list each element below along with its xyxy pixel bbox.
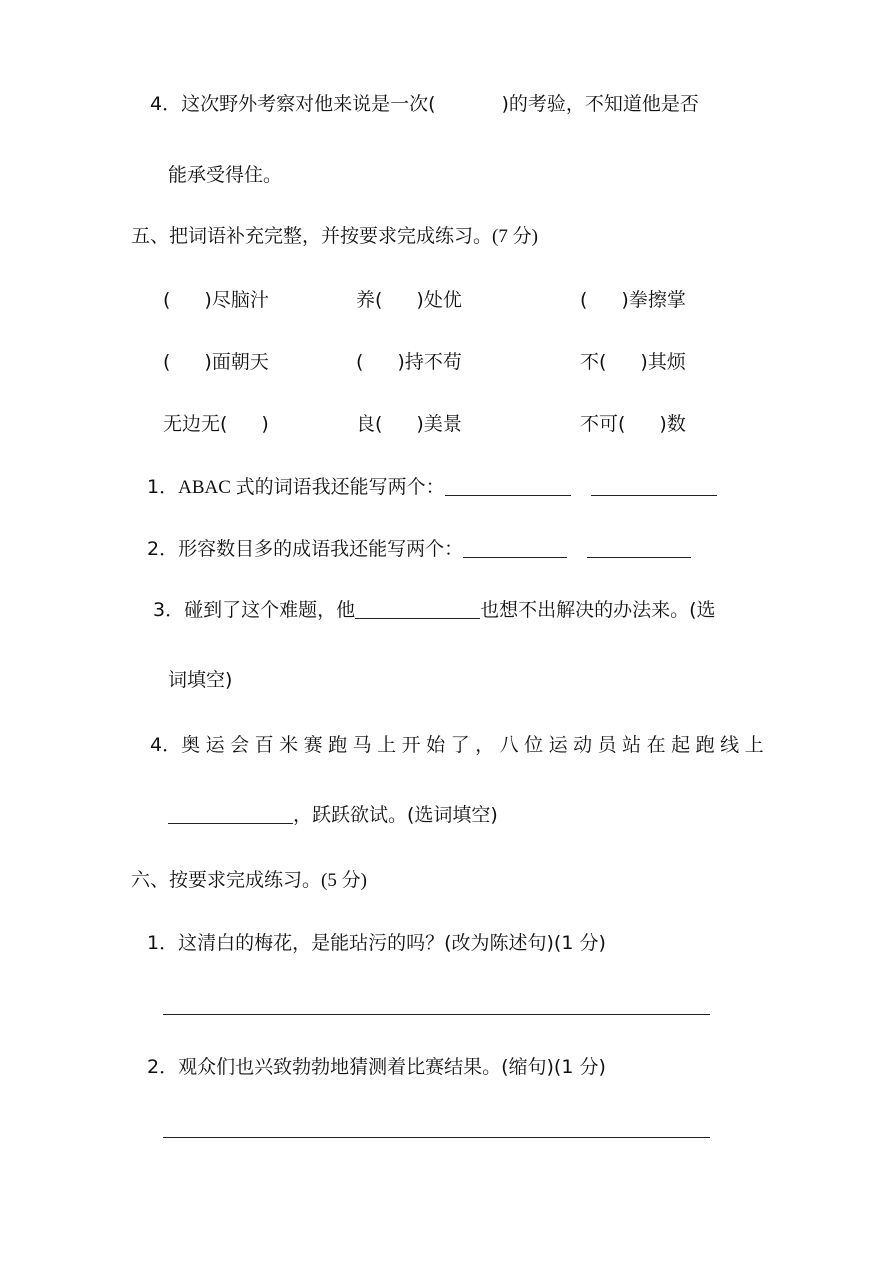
idiom-1: ( )尽脑汁: [163, 289, 269, 311]
section-5-heading: [131, 224, 538, 249]
question-text-before: 这次野外考察对他来说是一次(: [181, 93, 436, 115]
section-5-question-1: 1．ABAC 式的词语我还能写两个：: [147, 475, 717, 500]
answer-blank[interactable]: [445, 477, 571, 496]
section-5-question-4-line2: ，跃跃欲试。(选词填空): [168, 803, 498, 827]
answer-blank[interactable]: [587, 539, 691, 558]
idiom-3: ( )拳擦掌: [580, 289, 686, 311]
idiom-2: 养( )处优: [356, 289, 462, 311]
idiom-6: 不( )其烦: [580, 351, 686, 373]
answer-blank[interactable]: [591, 477, 717, 496]
section-6-heading: [131, 868, 367, 893]
idiom-4: ( )面朝天: [163, 351, 269, 373]
section-5-question-3-line1: 3．碰到了这个难题，他 也想不出解决的办法来。(选: [153, 599, 716, 621]
question-text-after: )的考验，不知道他是否: [501, 93, 699, 115]
answer-blank[interactable]: [355, 600, 480, 619]
question-number: 4．: [150, 93, 182, 115]
idiom-7: 无边无( ): [163, 413, 269, 435]
section-5-score: (7 分): [492, 226, 538, 247]
answer-blank[interactable]: [463, 539, 567, 558]
section-5-question-2: 2．形容数目多的成语我还能写两个：: [147, 537, 691, 561]
answer-line[interactable]: [163, 1137, 710, 1138]
prev-question-4-line1: [150, 92, 699, 116]
section-6-question-1: 1．这清白的梅花，是能玷污的吗？(改为陈述句)(1 分): [147, 932, 606, 954]
section-6-question-2: 2．观众们也兴致勃勃地猜测着比赛结果。(缩句)(1 分): [147, 1056, 606, 1078]
section-5-title: 五、把词语补充完整，并按要求完成练习。: [131, 225, 493, 247]
section-6-title: 六、按要求完成练习。: [131, 869, 322, 891]
idiom-5: ( )持不苟: [356, 351, 462, 373]
section-6-score: (5 分): [321, 870, 367, 891]
idiom-9: 不可( )数: [580, 413, 686, 435]
prev-question-4-line2: 能承受得住。: [168, 164, 283, 186]
section-5-question-4-line1: 4．奥运会百米赛跑马上开始了，八位运动员站在起跑线上: [150, 734, 770, 756]
section-5-question-3-line2: 词填空): [168, 669, 233, 691]
answer-line[interactable]: [163, 1014, 710, 1015]
answer-blank[interactable]: [168, 805, 293, 824]
idiom-8: 良( )美景: [356, 413, 462, 435]
